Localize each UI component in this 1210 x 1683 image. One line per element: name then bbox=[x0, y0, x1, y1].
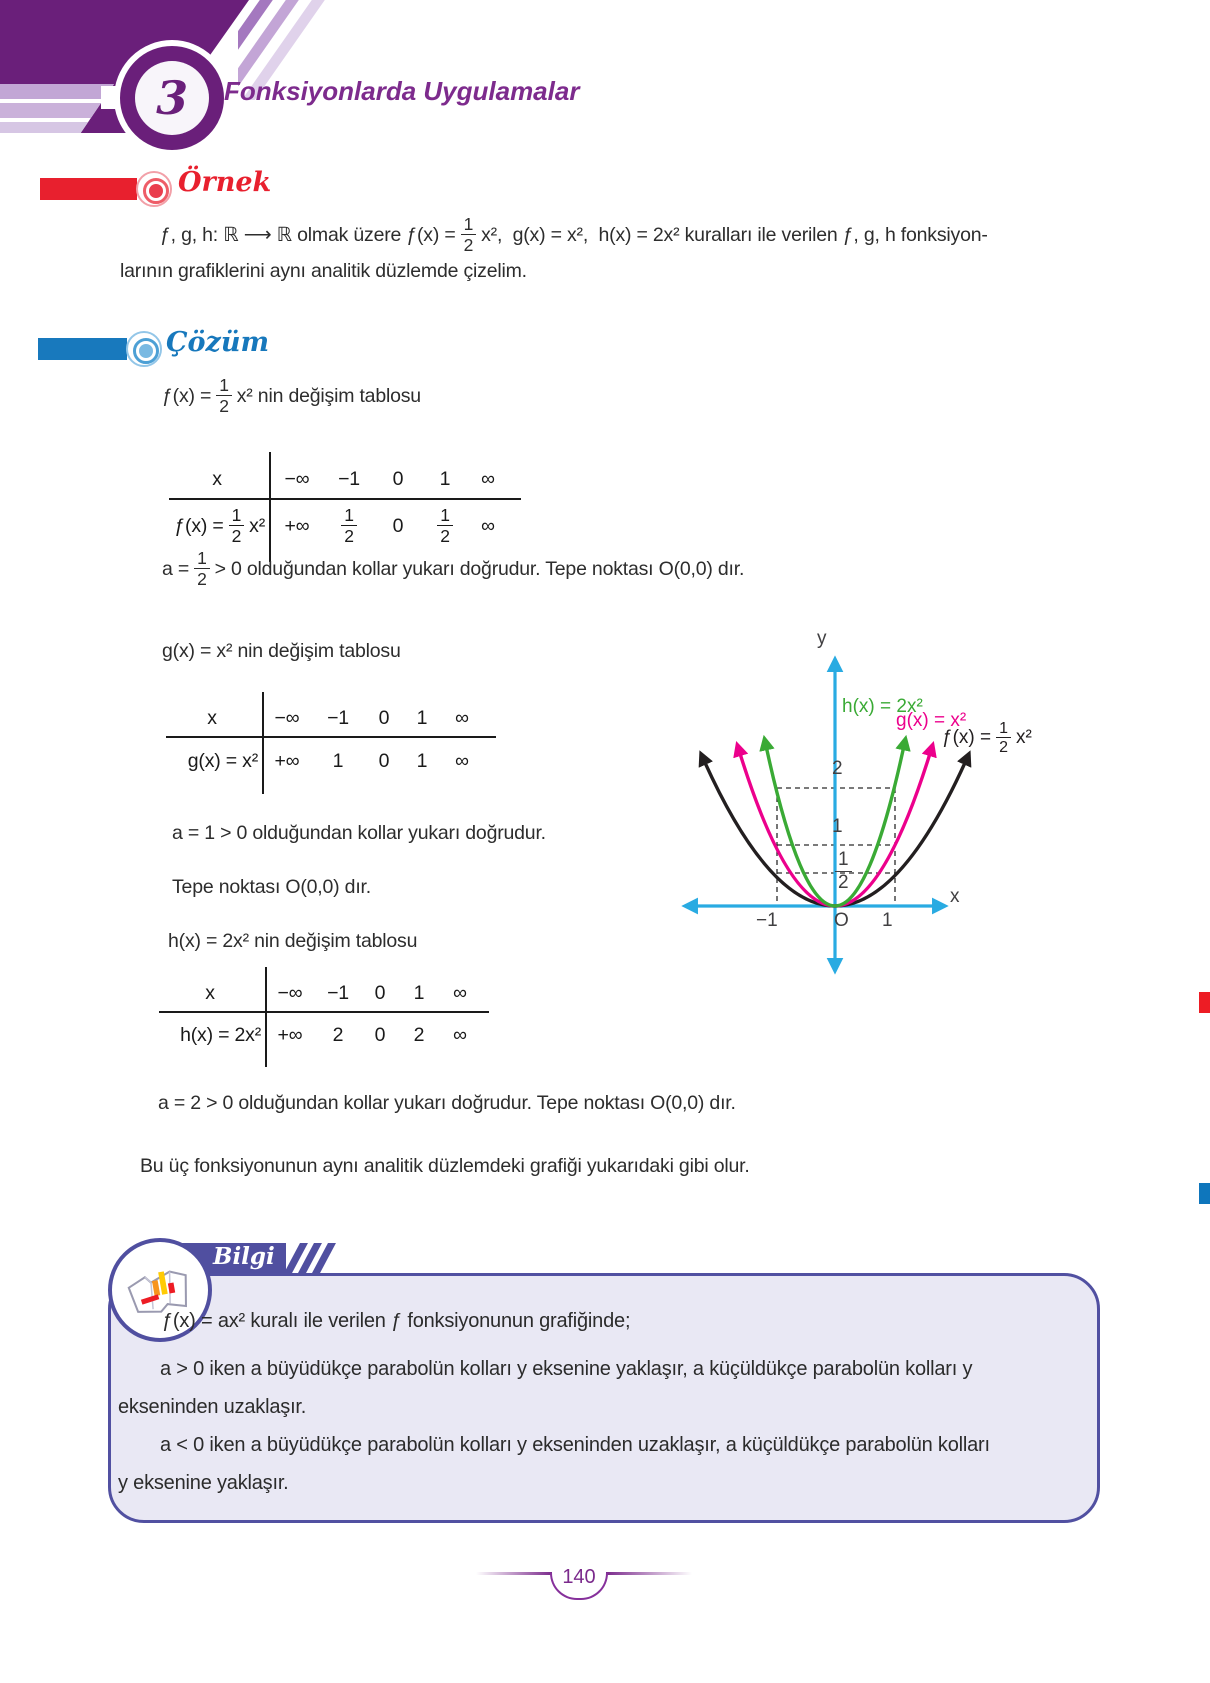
info-paragraph-2-line1: a > 0 iken a büyüdükçe parabolün kolları y eksenine yaklaşır, a küçüldükçe parabolün kolları y bbox=[160, 1358, 973, 1380]
example-banner-bar bbox=[40, 178, 137, 200]
g-conclusion-1: a = 1 > 0 olduğundan kollar yukarı doğrudur. bbox=[172, 822, 546, 844]
parabola-graph bbox=[620, 628, 1060, 990]
fraction: $\frac{1}{2}$ bbox=[194, 549, 210, 589]
x-tick-neg1: −1 bbox=[756, 910, 778, 931]
blue-edge-marker bbox=[1199, 1183, 1210, 1204]
info-paragraph-1: ƒ(x) = ax² kuralı ile verilen ƒ fonksiyonunun grafiğinde; bbox=[162, 1310, 631, 1332]
chapter-number bbox=[135, 61, 209, 135]
x-axis-label: x bbox=[950, 886, 960, 907]
example-intro-seg2: x², g(x) = x², h(x) = 2x² kuralları ile verilen ƒ, g, h fonksiyon- bbox=[481, 223, 988, 246]
h-variation-table bbox=[155, 975, 481, 1059]
table-col-header: x bbox=[207, 706, 217, 729]
curve-label-h: h(x) = 2x² bbox=[842, 696, 923, 717]
y-axis-label: y bbox=[817, 628, 827, 649]
page-number: 140 bbox=[562, 1566, 596, 1588]
chapter-title: Fonksiyonlarda Uygulamalar bbox=[224, 76, 580, 106]
y-tick-half: $\frac{1}{2}$ bbox=[835, 850, 852, 893]
y-tick-2: 2 bbox=[832, 758, 843, 779]
f-conclusion: a = $\frac{1}{2}$ > 0 olduğundan kollar yukarı doğrudur. Tepe noktası O(0,0) dır. bbox=[162, 548, 745, 589]
fraction: $\frac{1}{2}$ bbox=[996, 720, 1011, 757]
fraction: $\frac{1}{2}$ bbox=[461, 215, 477, 255]
f-variation-table bbox=[165, 460, 509, 554]
fraction-value: $\frac{1}{2}$ bbox=[325, 506, 373, 546]
origin-label: O bbox=[834, 910, 849, 931]
solution-banner-bar bbox=[38, 338, 127, 360]
h-conclusion: a = 2 > 0 olduğundan kollar yukarı doğrudur. Tepe noktası O(0,0) dır. bbox=[158, 1092, 736, 1114]
footer-line-left bbox=[476, 1572, 552, 1575]
g-conclusion-2: Tepe noktası O(0,0) dır. bbox=[172, 876, 371, 898]
example-target-icon bbox=[136, 171, 172, 207]
table-vertical-rule bbox=[262, 692, 264, 794]
closing-note: Bu üç fonksiyonunun aynı analitik düzlemdeki grafiği yukarıdaki gibi olur. bbox=[140, 1155, 750, 1177]
info-paragraph-2-line2: ekseninden uzaklaşır. bbox=[118, 1396, 307, 1418]
y-tick-1: 1 bbox=[832, 816, 843, 837]
fraction-value: $\frac{1}{2}$ bbox=[423, 506, 467, 546]
table-col-header: x bbox=[205, 981, 215, 1004]
red-edge-marker bbox=[1199, 992, 1210, 1013]
chapter-number-text: 3 bbox=[156, 71, 188, 125]
curve-label-f: ƒ(x) = $\frac{1}{2}$ x² bbox=[942, 719, 1032, 756]
table-row-label: ƒ(x) = $\frac{1}{2}$ x² bbox=[174, 505, 265, 546]
table-f-row: ƒ(x) = $\frac{1}{2}$ x² +∞ $\frac{1}{2}$ 0 $\frac{1}{2}$ ∞ bbox=[165, 498, 509, 554]
table-g-row: g(x) = x² +∞ 1 0 1 ∞ bbox=[162, 736, 484, 786]
fraction: $\frac{1}{2}$ bbox=[229, 506, 245, 546]
table-col-header: x bbox=[212, 467, 222, 490]
footer-line-right bbox=[606, 1572, 692, 1575]
table-x-row: x −∞ −1 0 1 ∞ bbox=[165, 460, 509, 498]
table-h-row: h(x) = 2x² +∞ 2 0 2 ∞ bbox=[155, 1011, 481, 1059]
solution-target-icon bbox=[126, 331, 162, 367]
example-intro-seg1: ƒ, g, h: ℝ ⟶ ℝ olmak üzere ƒ(x) = bbox=[160, 224, 456, 246]
f-table-title: ƒ(x) = $\frac{1}{2}$ x² nin değişim tablosu bbox=[162, 375, 421, 416]
table-horizontal-rule bbox=[166, 736, 496, 738]
info-label: Bilgi bbox=[213, 1243, 275, 1270]
h-table-title: h(x) = 2x² nin değişim tablosu bbox=[168, 930, 418, 952]
table-x-row: x −∞ −1 0 1 ∞ bbox=[155, 975, 481, 1011]
example-label: Örnek bbox=[178, 167, 272, 198]
fraction: $\frac{1}{2}$ bbox=[216, 376, 232, 416]
table-row-label: g(x) = x² bbox=[187, 749, 258, 772]
info-paragraph-3-line1: a < 0 iken a büyüdükçe parabolün kolları y ekseninden uzaklaşır, a küçüldükçe parabolün kolları bbox=[160, 1434, 990, 1456]
example-intro-line2: larının grafiklerini aynı analitik düzlemde çizelim. bbox=[120, 260, 527, 282]
table-row-label: h(x) = 2x² bbox=[180, 1023, 261, 1046]
example-intro-line1 bbox=[160, 210, 988, 260]
table-horizontal-rule bbox=[169, 498, 521, 500]
g-table-title: g(x) = x² nin değişim tablosu bbox=[162, 640, 401, 662]
solution-label: Çözüm bbox=[166, 327, 270, 358]
table-horizontal-rule bbox=[159, 1011, 489, 1013]
x-tick-1: 1 bbox=[882, 910, 893, 931]
table-x-row: x −∞ −1 0 1 ∞ bbox=[162, 700, 484, 736]
curve-label-g: g(x) = x² bbox=[896, 710, 967, 731]
g-variation-table bbox=[162, 700, 484, 786]
info-paragraph-3-line2: y eksenine yaklaşır. bbox=[118, 1472, 289, 1494]
table-vertical-rule bbox=[265, 967, 267, 1067]
parabola-graph-canvas bbox=[620, 628, 1060, 990]
